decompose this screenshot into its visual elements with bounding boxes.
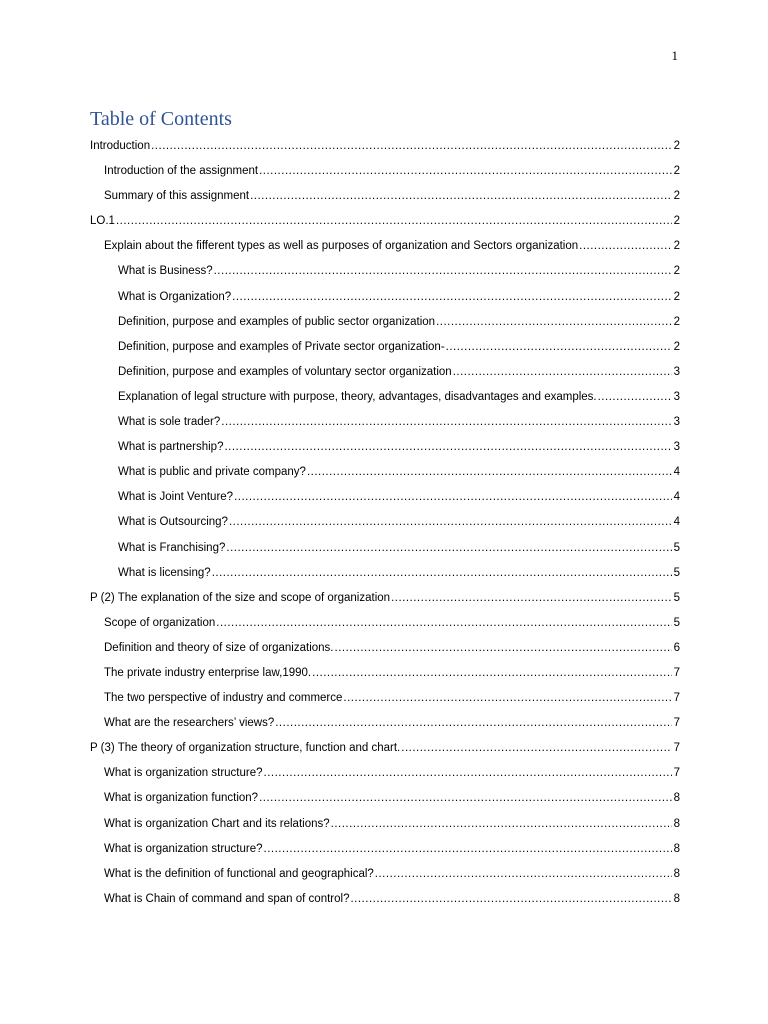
dot-leader bbox=[259, 159, 672, 184]
toc-entry[interactable] bbox=[90, 661, 680, 686]
toc-entry-text: What is partnership? bbox=[118, 441, 224, 454]
dot-leader bbox=[446, 335, 672, 360]
dot-leader bbox=[335, 636, 672, 661]
toc-entry[interactable] bbox=[90, 159, 680, 184]
dot-leader bbox=[436, 310, 672, 335]
toc-entry[interactable] bbox=[90, 259, 680, 284]
toc-entry[interactable] bbox=[90, 335, 680, 360]
toc-entry-text: What is the definition of functional and geographical? bbox=[104, 867, 374, 880]
dot-leader bbox=[275, 711, 671, 736]
toc-entry-page-number: 3 bbox=[673, 416, 680, 429]
toc-entry-text: The private industry enterprise law,1990. bbox=[104, 666, 312, 679]
toc-entry-page-number: 3 bbox=[673, 365, 680, 378]
toc-entry-page-number: 3 bbox=[673, 390, 680, 403]
toc-entry-page-number: 8 bbox=[673, 842, 680, 855]
toc-entry-page-number: 2 bbox=[673, 265, 680, 278]
toc-entry-page-number: 2 bbox=[673, 190, 680, 203]
toc-entry-text: What is Outsourcing? bbox=[118, 516, 228, 529]
dot-leader bbox=[216, 611, 671, 636]
toc-entry-page-number: 8 bbox=[673, 867, 680, 880]
toc-entry[interactable] bbox=[90, 636, 680, 661]
dot-leader bbox=[224, 435, 671, 460]
dot-leader bbox=[375, 862, 672, 887]
toc-entry-page-number: 8 bbox=[673, 817, 680, 830]
toc-entry-page-number: 6 bbox=[673, 641, 680, 654]
dot-leader bbox=[214, 259, 672, 284]
toc-entry[interactable] bbox=[90, 786, 680, 811]
toc-entry-text: The two perspective of industry and commerce bbox=[104, 692, 343, 705]
toc-entry-text: What is Franchising? bbox=[118, 541, 226, 554]
dot-leader bbox=[401, 736, 671, 761]
dot-leader bbox=[212, 561, 672, 586]
dot-leader bbox=[350, 887, 671, 912]
toc-entry-page-number: 3 bbox=[673, 441, 680, 454]
toc-entry-page-number: 2 bbox=[673, 140, 680, 152]
toc-entry[interactable] bbox=[90, 862, 680, 887]
toc-entry-page-number: 7 bbox=[673, 666, 680, 679]
toc-entry-page-number: 2 bbox=[673, 165, 680, 178]
toc-entry-page-number: 5 bbox=[673, 616, 680, 629]
toc-entry[interactable] bbox=[90, 711, 680, 736]
dot-leader bbox=[234, 485, 672, 510]
toc-entry-text: Scope of organization bbox=[104, 616, 216, 629]
toc-entry[interactable] bbox=[90, 812, 680, 837]
toc-entry-text: Definition, purpose and examples of voluntary sector organization bbox=[118, 365, 452, 378]
toc-entry-page-number: 2 bbox=[673, 340, 680, 353]
toc-entry[interactable] bbox=[90, 561, 680, 586]
dot-leader bbox=[579, 234, 671, 259]
toc-entry-text: What is organization function? bbox=[104, 792, 259, 805]
toc-entry[interactable] bbox=[90, 134, 680, 159]
toc-entry-page-number: 7 bbox=[673, 692, 680, 705]
toc-entry[interactable] bbox=[90, 736, 680, 761]
toc-entry[interactable] bbox=[90, 285, 680, 310]
toc-entry[interactable] bbox=[90, 611, 680, 636]
toc-entry[interactable] bbox=[90, 460, 680, 485]
toc-entry[interactable] bbox=[90, 310, 680, 335]
toc-entry-text: What is organization structure? bbox=[104, 842, 263, 855]
dot-leader bbox=[226, 536, 671, 561]
dot-leader bbox=[343, 686, 671, 711]
toc-entry[interactable] bbox=[90, 510, 680, 535]
dot-leader bbox=[116, 209, 672, 234]
toc-entry-page-number: 5 bbox=[673, 591, 680, 604]
toc-entry[interactable] bbox=[90, 536, 680, 561]
dot-leader bbox=[453, 360, 672, 385]
toc-entry-text: What is sole trader? bbox=[118, 416, 221, 429]
toc-entry-text: Definition, purpose and examples of public sector organization bbox=[118, 315, 436, 328]
toc-entry-text: What is Joint Venture? bbox=[118, 491, 234, 504]
toc-entry[interactable] bbox=[90, 234, 680, 259]
toc-entry-page-number: 2 bbox=[673, 240, 680, 253]
toc-entry-text: What is organization structure? bbox=[104, 767, 263, 780]
toc-entry-text: What is Business? bbox=[118, 265, 213, 278]
toc-entry-text: What are the researchers’ views? bbox=[104, 717, 275, 730]
table-of-contents bbox=[90, 134, 680, 912]
toc-entry-text: What is Organization? bbox=[118, 290, 232, 303]
toc-entry-text: LO.1 bbox=[90, 215, 115, 228]
toc-entry-page-number: 5 bbox=[673, 541, 680, 554]
toc-entry-page-number: 7 bbox=[673, 717, 680, 730]
dot-leader bbox=[331, 812, 672, 837]
dot-leader bbox=[232, 285, 671, 310]
toc-title: Table of Contents bbox=[90, 108, 232, 130]
toc-entry[interactable] bbox=[90, 385, 680, 410]
dot-leader bbox=[151, 134, 671, 159]
toc-entry-page-number: 5 bbox=[673, 566, 680, 579]
toc-entry[interactable] bbox=[90, 209, 680, 234]
toc-entry-text: Introduction of the assignment bbox=[104, 165, 259, 178]
toc-entry-page-number: 2 bbox=[673, 315, 680, 328]
dot-leader bbox=[250, 184, 672, 209]
toc-entry-text: Introduction bbox=[90, 140, 151, 152]
toc-entry-text: What is licensing? bbox=[118, 566, 211, 579]
toc-entry[interactable] bbox=[90, 586, 680, 611]
toc-entry-text: P (3) The theory of organization structure, function and chart. bbox=[90, 742, 401, 755]
toc-entry-text: Definition, purpose and examples of Private sector organization- bbox=[118, 340, 445, 353]
toc-entry-text: What is Chain of command and span of control? bbox=[104, 892, 350, 905]
toc-entry-page-number: 7 bbox=[673, 767, 680, 780]
toc-entry[interactable] bbox=[90, 360, 680, 385]
dot-leader bbox=[312, 661, 671, 686]
toc-entry-page-number: 7 bbox=[673, 742, 680, 755]
toc-entry-text: Definition and theory of size of organizations. bbox=[104, 641, 334, 654]
toc-entry-page-number: 2 bbox=[673, 215, 680, 228]
dot-leader bbox=[221, 410, 671, 435]
toc-entry-text: P (2) The explanation of the size and scope of organization bbox=[90, 591, 391, 604]
dot-leader bbox=[264, 761, 672, 786]
toc-entry-page-number: 8 bbox=[673, 792, 680, 805]
dot-leader bbox=[229, 510, 672, 535]
toc-entry[interactable] bbox=[90, 410, 680, 435]
toc-entry-page-number: 2 bbox=[673, 290, 680, 303]
page-number: 1 bbox=[671, 48, 678, 63]
toc-entry-text: Summary of this assignment bbox=[104, 190, 250, 203]
toc-entry-text: What is public and private company? bbox=[118, 466, 306, 479]
toc-entry-page-number: 8 bbox=[673, 892, 680, 905]
toc-entry[interactable] bbox=[90, 837, 680, 862]
toc-entry-text: Explain about the fifferent types as well as purposes of organization and Sectors organization bbox=[104, 240, 579, 253]
toc-entry-text: Explanation of legal structure with purpose, theory, advantages, disadvantages and examples. bbox=[118, 390, 597, 403]
toc-entry-page-number: 4 bbox=[673, 491, 680, 504]
toc-entry[interactable] bbox=[90, 761, 680, 786]
dot-leader bbox=[307, 460, 672, 485]
toc-entry-page-number: 4 bbox=[673, 516, 680, 529]
toc-entry[interactable] bbox=[90, 887, 680, 912]
dot-leader bbox=[391, 586, 672, 611]
dot-leader bbox=[264, 837, 672, 862]
dot-leader bbox=[598, 385, 672, 410]
toc-entry-text: What is organization Chart and its relations? bbox=[104, 817, 330, 830]
toc-entry[interactable] bbox=[90, 184, 680, 209]
toc-entry[interactable] bbox=[90, 435, 680, 460]
toc-entry[interactable] bbox=[90, 485, 680, 510]
toc-entry[interactable] bbox=[90, 686, 680, 711]
dot-leader bbox=[259, 786, 672, 811]
toc-entry-page-number: 4 bbox=[673, 466, 680, 479]
